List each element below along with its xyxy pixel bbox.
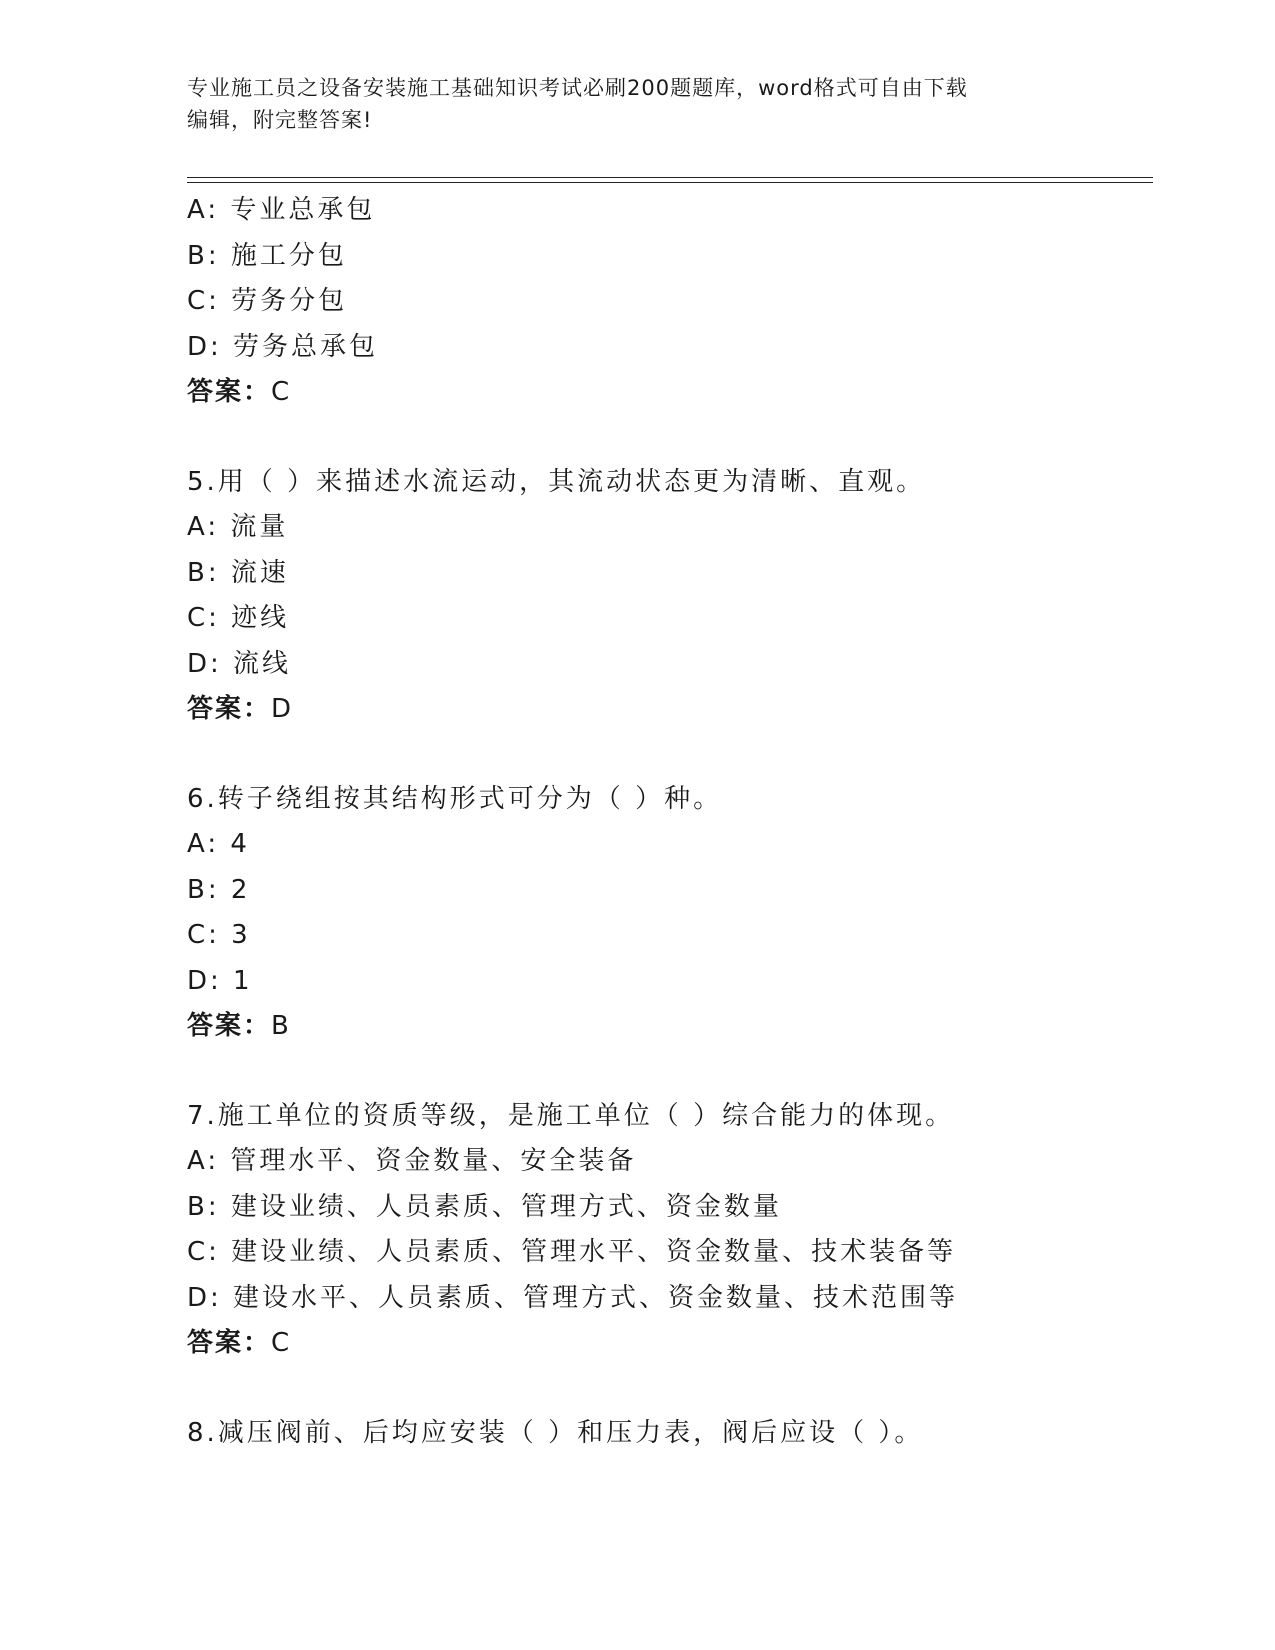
option-c: C: 迹线 bbox=[187, 603, 290, 633]
question-block bbox=[187, 1094, 1147, 1367]
question-text: 7.施工单位的资质等级，是施工单位（ ）综合能力的体现。 bbox=[187, 1100, 955, 1131]
answer-line bbox=[187, 1004, 1147, 1050]
option-d: D: 1 bbox=[187, 965, 253, 996]
question-text: 5.用（ ）来描述水流运动，其流动状态更为清晰、直观。 bbox=[187, 466, 926, 497]
spacer bbox=[187, 1050, 1147, 1094]
question-block bbox=[187, 460, 1147, 733]
spacer bbox=[187, 733, 1147, 777]
header-divider-top bbox=[187, 177, 1153, 178]
answer-value: C bbox=[271, 1328, 292, 1358]
answer-label: 答案： bbox=[187, 377, 272, 407]
answer-value: C bbox=[271, 377, 292, 407]
header-title-line-2: 编辑，附完整答案! bbox=[187, 108, 373, 132]
option-b: B: 建设业绩、人员素质、管理方式、资金数量 bbox=[187, 1191, 782, 1222]
answer-line bbox=[187, 687, 1147, 733]
spacer bbox=[187, 416, 1147, 460]
document-header bbox=[187, 72, 1087, 136]
answer-label: 答案： bbox=[187, 694, 272, 724]
answer-label: 答案： bbox=[187, 1011, 272, 1041]
option-c: C: 3 bbox=[187, 920, 251, 950]
header-title-line-1: 专业施工员之设备安装施工基础知识考试必刷200题题库，word格式可自由下载 bbox=[187, 76, 968, 100]
question-block bbox=[187, 188, 1147, 416]
question-text: 8.减压阀前、后均应安装（ ）和压力表，阀后应设（ ）。 bbox=[187, 1417, 924, 1448]
option-a: A: 专业总承包 bbox=[187, 195, 376, 225]
question-list bbox=[187, 188, 1147, 1456]
option-d: D: 建设水平、人员素质、管理方式、资金数量、技术范围等 bbox=[187, 1282, 959, 1313]
answer-value: B bbox=[271, 1011, 291, 1041]
question-block bbox=[187, 1411, 1147, 1457]
option-c: C: 建设业绩、人员素质、管理水平、资金数量、技术装备等 bbox=[187, 1237, 957, 1267]
question-text: 6.转子绕组按其结构形式可分为（ ）种。 bbox=[187, 783, 723, 814]
answer-value: D bbox=[271, 694, 294, 724]
option-b: B: 施工分包 bbox=[187, 240, 347, 271]
option-a: A: 流量 bbox=[187, 512, 289, 542]
spacer bbox=[187, 1367, 1147, 1411]
question-block bbox=[187, 777, 1147, 1050]
option-b: B: 流速 bbox=[187, 557, 289, 588]
option-d: D: 流线 bbox=[187, 648, 292, 679]
answer-line bbox=[187, 1321, 1147, 1367]
option-d: D: 劳务总承包 bbox=[187, 331, 379, 362]
option-a: A: 4 bbox=[187, 829, 250, 859]
option-b: B: 2 bbox=[187, 874, 251, 905]
header-divider-bottom bbox=[187, 182, 1153, 183]
option-c: C: 劳务分包 bbox=[187, 286, 348, 316]
answer-label: 答案： bbox=[187, 1328, 272, 1358]
answer-line bbox=[187, 370, 1147, 416]
option-a: A: 管理水平、资金数量、安全装备 bbox=[187, 1146, 637, 1176]
